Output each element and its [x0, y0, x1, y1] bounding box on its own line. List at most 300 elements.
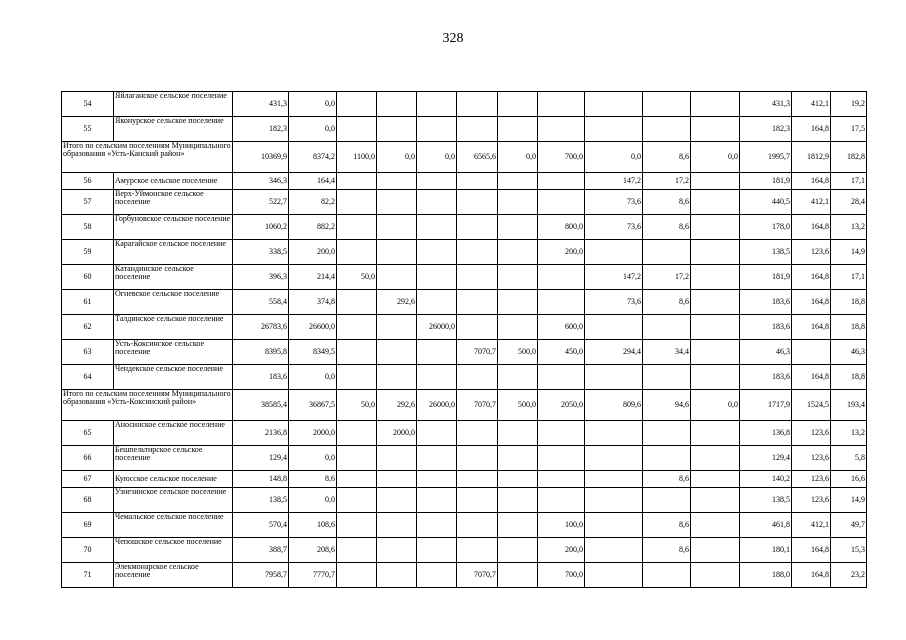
value-cell [538, 488, 585, 513]
value-cell: 8374,2 [289, 142, 337, 173]
value-cell [377, 240, 417, 265]
settlement-name: Талдинское сельское поселение [114, 315, 233, 340]
value-cell [417, 513, 457, 538]
value-cell [691, 471, 740, 488]
value-cell: 182,8 [831, 142, 867, 173]
value-cell: 7070,7 [457, 340, 498, 365]
row-number: 70 [62, 538, 114, 563]
settlement-name: Усть-Коксинское сельское поселение [114, 340, 233, 365]
value-cell: 123,6 [792, 421, 831, 446]
value-cell [337, 446, 377, 471]
row-number: 66 [62, 446, 114, 471]
value-cell: 164,4 [289, 173, 337, 190]
value-cell [498, 488, 538, 513]
value-cell [377, 340, 417, 365]
value-cell: 17,1 [831, 173, 867, 190]
value-cell [417, 340, 457, 365]
value-cell [337, 513, 377, 538]
value-cell: 200,0 [538, 538, 585, 563]
value-cell: 94,6 [643, 390, 691, 421]
value-cell [792, 340, 831, 365]
settlement-name: Амурское сельское поселение [114, 173, 233, 190]
total-row [62, 142, 867, 173]
value-cell: 50,0 [337, 390, 377, 421]
settlement-name: Огневское сельское поселение [114, 290, 233, 315]
value-cell: 164,8 [792, 173, 831, 190]
value-cell [691, 265, 740, 290]
value-cell [457, 92, 498, 117]
value-cell [498, 365, 538, 390]
value-cell: 38585,4 [233, 390, 289, 421]
value-cell [337, 340, 377, 365]
value-cell [498, 215, 538, 240]
row-number: 64 [62, 365, 114, 390]
value-cell: 700,0 [538, 563, 585, 588]
value-cell: 147,2 [585, 265, 643, 290]
value-cell [691, 513, 740, 538]
value-cell: 0,0 [289, 92, 337, 117]
row-number: 71 [62, 563, 114, 588]
value-cell: 570,4 [233, 513, 289, 538]
value-cell: 82,2 [289, 190, 337, 215]
table-row [62, 190, 867, 215]
value-cell [585, 488, 643, 513]
value-cell: 7958,7 [233, 563, 289, 588]
row-number: 57 [62, 190, 114, 215]
row-number: 60 [62, 265, 114, 290]
value-cell: 14,9 [831, 488, 867, 513]
table-row [62, 471, 867, 488]
value-cell [417, 488, 457, 513]
value-cell [498, 563, 538, 588]
value-cell: 450,0 [538, 340, 585, 365]
value-cell [585, 471, 643, 488]
value-cell [538, 365, 585, 390]
table-row [62, 117, 867, 142]
value-cell [585, 117, 643, 142]
value-cell [337, 240, 377, 265]
value-cell [691, 117, 740, 142]
value-cell: 164,8 [792, 265, 831, 290]
value-cell [337, 315, 377, 340]
value-cell: 19,2 [831, 92, 867, 117]
value-cell: 208,6 [289, 538, 337, 563]
value-cell [337, 92, 377, 117]
value-cell [498, 117, 538, 142]
settlement-name: Куюсское сельское поселение [114, 471, 233, 488]
value-cell [337, 488, 377, 513]
table-row [62, 365, 867, 390]
row-number: 63 [62, 340, 114, 365]
value-cell [457, 421, 498, 446]
value-cell: 6565,6 [457, 142, 498, 173]
value-cell: 182,3 [233, 117, 289, 142]
total-label: Итого по сельским поселениям Муниципального образования «Усть-Коксинский район» [62, 390, 233, 421]
value-cell: 180,1 [740, 538, 792, 563]
value-cell [337, 290, 377, 315]
value-cell: 7770,7 [289, 563, 337, 588]
value-cell [643, 563, 691, 588]
value-cell [538, 446, 585, 471]
value-cell: 0,0 [498, 142, 538, 173]
value-cell: 8,6 [643, 513, 691, 538]
value-cell: 558,4 [233, 290, 289, 315]
value-cell [585, 513, 643, 538]
value-cell [417, 538, 457, 563]
value-cell: 181,9 [740, 173, 792, 190]
value-cell [691, 315, 740, 340]
value-cell: 140,2 [740, 471, 792, 488]
value-cell [457, 173, 498, 190]
value-cell [643, 117, 691, 142]
value-cell: 138,5 [740, 488, 792, 513]
value-cell [585, 240, 643, 265]
value-cell [498, 265, 538, 290]
value-cell [585, 446, 643, 471]
value-cell [691, 563, 740, 588]
value-cell: 0,0 [691, 390, 740, 421]
settlement-name: Чендекское сельское поселение [114, 365, 233, 390]
value-cell [417, 190, 457, 215]
value-cell [691, 421, 740, 446]
value-cell [498, 513, 538, 538]
value-cell [337, 563, 377, 588]
value-cell [337, 538, 377, 563]
value-cell: 412,1 [792, 190, 831, 215]
value-cell [585, 538, 643, 563]
value-cell: 600,0 [538, 315, 585, 340]
value-cell [538, 173, 585, 190]
value-cell [377, 265, 417, 290]
value-cell: 292,6 [377, 390, 417, 421]
table-row [62, 265, 867, 290]
value-cell: 36867,5 [289, 390, 337, 421]
value-cell: 5,8 [831, 446, 867, 471]
value-cell [643, 365, 691, 390]
value-cell [643, 488, 691, 513]
value-cell [457, 538, 498, 563]
value-cell [691, 173, 740, 190]
value-cell: 388,7 [233, 538, 289, 563]
value-cell [538, 421, 585, 446]
value-cell: 123,6 [792, 488, 831, 513]
table-row [62, 340, 867, 365]
value-cell: 0,0 [289, 365, 337, 390]
value-cell: 1060,2 [233, 215, 289, 240]
value-cell [417, 173, 457, 190]
value-cell: 183,6 [233, 365, 289, 390]
value-cell [417, 117, 457, 142]
value-cell [417, 563, 457, 588]
value-cell [377, 513, 417, 538]
value-cell [498, 471, 538, 488]
value-cell: 34,4 [643, 340, 691, 365]
value-cell [538, 92, 585, 117]
settlement-name: Узнезинское сельское поселение [114, 488, 233, 513]
value-cell: 461,8 [740, 513, 792, 538]
row-number: 68 [62, 488, 114, 513]
value-cell: 8,6 [643, 538, 691, 563]
value-cell: 2000,0 [377, 421, 417, 446]
row-number: 62 [62, 315, 114, 340]
value-cell: 188,0 [740, 563, 792, 588]
value-cell [691, 340, 740, 365]
value-cell: 8,6 [643, 290, 691, 315]
value-cell [377, 215, 417, 240]
value-cell [585, 563, 643, 588]
table-row [62, 563, 867, 588]
value-cell: 8,6 [643, 471, 691, 488]
settlement-name: Катандинское сельское поселение [114, 265, 233, 290]
value-cell [377, 315, 417, 340]
value-cell [377, 117, 417, 142]
value-cell [377, 446, 417, 471]
value-cell [337, 117, 377, 142]
value-cell: 292,6 [377, 290, 417, 315]
value-cell [691, 190, 740, 215]
value-cell [457, 315, 498, 340]
row-number: 58 [62, 215, 114, 240]
value-cell [538, 190, 585, 215]
value-cell: 0,0 [289, 117, 337, 142]
value-cell [377, 538, 417, 563]
value-cell: 0,0 [585, 142, 643, 173]
settlement-name: Яконурское сельское поселение [114, 117, 233, 142]
value-cell: 0,0 [289, 446, 337, 471]
value-cell [691, 240, 740, 265]
value-cell: 200,0 [289, 240, 337, 265]
value-cell [498, 446, 538, 471]
value-cell [457, 290, 498, 315]
value-cell: 100,0 [538, 513, 585, 538]
value-cell [417, 365, 457, 390]
value-cell: 700,0 [538, 142, 585, 173]
value-cell: 412,1 [792, 513, 831, 538]
value-cell [691, 538, 740, 563]
value-cell: 2050,0 [538, 390, 585, 421]
value-cell [377, 488, 417, 513]
value-cell [585, 315, 643, 340]
value-cell: 26000,0 [417, 315, 457, 340]
value-cell: 73,6 [585, 215, 643, 240]
row-number: 59 [62, 240, 114, 265]
value-cell: 26000,0 [417, 390, 457, 421]
value-cell [457, 513, 498, 538]
value-cell [377, 563, 417, 588]
value-cell [377, 92, 417, 117]
row-number: 55 [62, 117, 114, 142]
value-cell: 13,2 [831, 421, 867, 446]
value-cell: 164,8 [792, 315, 831, 340]
value-cell [337, 365, 377, 390]
value-cell: 7070,7 [457, 390, 498, 421]
value-cell [585, 92, 643, 117]
settlement-name: Верх-Уймонское сельское поселение [114, 190, 233, 215]
value-cell: 440,5 [740, 190, 792, 215]
value-cell: 2136,8 [233, 421, 289, 446]
value-cell: 50,0 [337, 265, 377, 290]
table-row [62, 215, 867, 240]
value-cell [457, 488, 498, 513]
value-cell [457, 215, 498, 240]
value-cell: 26600,0 [289, 315, 337, 340]
value-cell: 1100,0 [337, 142, 377, 173]
value-cell [457, 446, 498, 471]
value-cell [417, 421, 457, 446]
value-cell [538, 117, 585, 142]
value-cell [377, 471, 417, 488]
value-cell [643, 421, 691, 446]
value-cell [691, 215, 740, 240]
value-cell: 1995,7 [740, 142, 792, 173]
value-cell: 338,5 [233, 240, 289, 265]
value-cell [643, 92, 691, 117]
value-cell: 8349,5 [289, 340, 337, 365]
value-cell: 129,4 [740, 446, 792, 471]
row-number: 61 [62, 290, 114, 315]
table-row [62, 513, 867, 538]
value-cell [691, 488, 740, 513]
value-cell: 18,8 [831, 365, 867, 390]
value-cell [457, 117, 498, 142]
row-number: 69 [62, 513, 114, 538]
value-cell: 15,3 [831, 538, 867, 563]
value-cell [377, 173, 417, 190]
value-cell: 193,4 [831, 390, 867, 421]
value-cell: 294,4 [585, 340, 643, 365]
value-cell: 26783,6 [233, 315, 289, 340]
value-cell: 522,7 [233, 190, 289, 215]
value-cell: 164,8 [792, 215, 831, 240]
value-cell: 164,8 [792, 365, 831, 390]
value-cell: 181,9 [740, 265, 792, 290]
value-cell [691, 446, 740, 471]
table-row [62, 421, 867, 446]
value-cell: 183,6 [740, 290, 792, 315]
value-cell: 46,3 [831, 340, 867, 365]
value-cell [643, 315, 691, 340]
value-cell: 214,4 [289, 265, 337, 290]
table-row [62, 240, 867, 265]
table-row [62, 315, 867, 340]
settlement-name: Карагайское сельское поселение [114, 240, 233, 265]
value-cell: 0,0 [289, 488, 337, 513]
budget-table [61, 91, 867, 588]
value-cell: 8,6 [643, 142, 691, 173]
value-cell [691, 290, 740, 315]
value-cell [337, 215, 377, 240]
value-cell [337, 173, 377, 190]
value-cell [498, 315, 538, 340]
value-cell: 138,5 [740, 240, 792, 265]
value-cell: 800,0 [538, 215, 585, 240]
value-cell: 164,8 [792, 117, 831, 142]
value-cell: 17,5 [831, 117, 867, 142]
value-cell [457, 265, 498, 290]
value-cell [643, 446, 691, 471]
value-cell: 500,0 [498, 340, 538, 365]
value-cell: 123,6 [792, 471, 831, 488]
total-row [62, 390, 867, 421]
value-cell [417, 290, 457, 315]
value-cell [538, 471, 585, 488]
value-cell [377, 365, 417, 390]
value-cell: 164,8 [792, 538, 831, 563]
value-cell [417, 446, 457, 471]
settlement-name: Чемальское сельское поселение [114, 513, 233, 538]
value-cell [417, 92, 457, 117]
value-cell: 18,8 [831, 315, 867, 340]
value-cell: 1524,5 [792, 390, 831, 421]
value-cell: 164,8 [792, 563, 831, 588]
value-cell [498, 240, 538, 265]
value-cell [498, 173, 538, 190]
value-cell: 178,0 [740, 215, 792, 240]
value-cell: 164,8 [792, 290, 831, 315]
value-cell [457, 240, 498, 265]
table-row [62, 290, 867, 315]
value-cell [538, 290, 585, 315]
value-cell: 396,3 [233, 265, 289, 290]
page-number: 328 [442, 31, 464, 46]
value-cell: 136,8 [740, 421, 792, 446]
value-cell [498, 290, 538, 315]
value-cell: 17,2 [643, 173, 691, 190]
value-cell: 138,5 [233, 488, 289, 513]
value-cell: 200,0 [538, 240, 585, 265]
settlement-name: Аносинское сельское поселение [114, 421, 233, 446]
value-cell: 374,8 [289, 290, 337, 315]
value-cell [337, 190, 377, 215]
table-row [62, 446, 867, 471]
value-cell [643, 240, 691, 265]
value-cell [377, 190, 417, 215]
value-cell: 431,3 [740, 92, 792, 117]
value-cell: 49,7 [831, 513, 867, 538]
value-cell [538, 265, 585, 290]
table-row [62, 538, 867, 563]
value-cell: 16,6 [831, 471, 867, 488]
value-cell: 108,6 [289, 513, 337, 538]
row-number: 56 [62, 173, 114, 190]
value-cell [417, 240, 457, 265]
value-cell [585, 421, 643, 446]
value-cell: 882,2 [289, 215, 337, 240]
value-cell: 17,2 [643, 265, 691, 290]
value-cell: 0,0 [691, 142, 740, 173]
value-cell [337, 471, 377, 488]
value-cell: 7070,7 [457, 563, 498, 588]
table-row [62, 488, 867, 513]
settlement-name: Элекмонарское сельское поселение [114, 563, 233, 588]
value-cell: 10369,9 [233, 142, 289, 173]
value-cell: 8,6 [643, 215, 691, 240]
table-row [62, 173, 867, 190]
value-cell [691, 365, 740, 390]
value-cell: 8,6 [289, 471, 337, 488]
value-cell: 123,6 [792, 240, 831, 265]
value-cell: 13,2 [831, 215, 867, 240]
value-cell [498, 190, 538, 215]
value-cell: 2000,0 [289, 421, 337, 446]
value-cell: 183,6 [740, 315, 792, 340]
value-cell [457, 365, 498, 390]
value-cell: 147,2 [585, 173, 643, 190]
value-cell [498, 538, 538, 563]
settlement-name: Бешпельтирское сельское поселение [114, 446, 233, 471]
value-cell [498, 421, 538, 446]
settlement-name: Яйлаганское сельское поселение [114, 92, 233, 117]
